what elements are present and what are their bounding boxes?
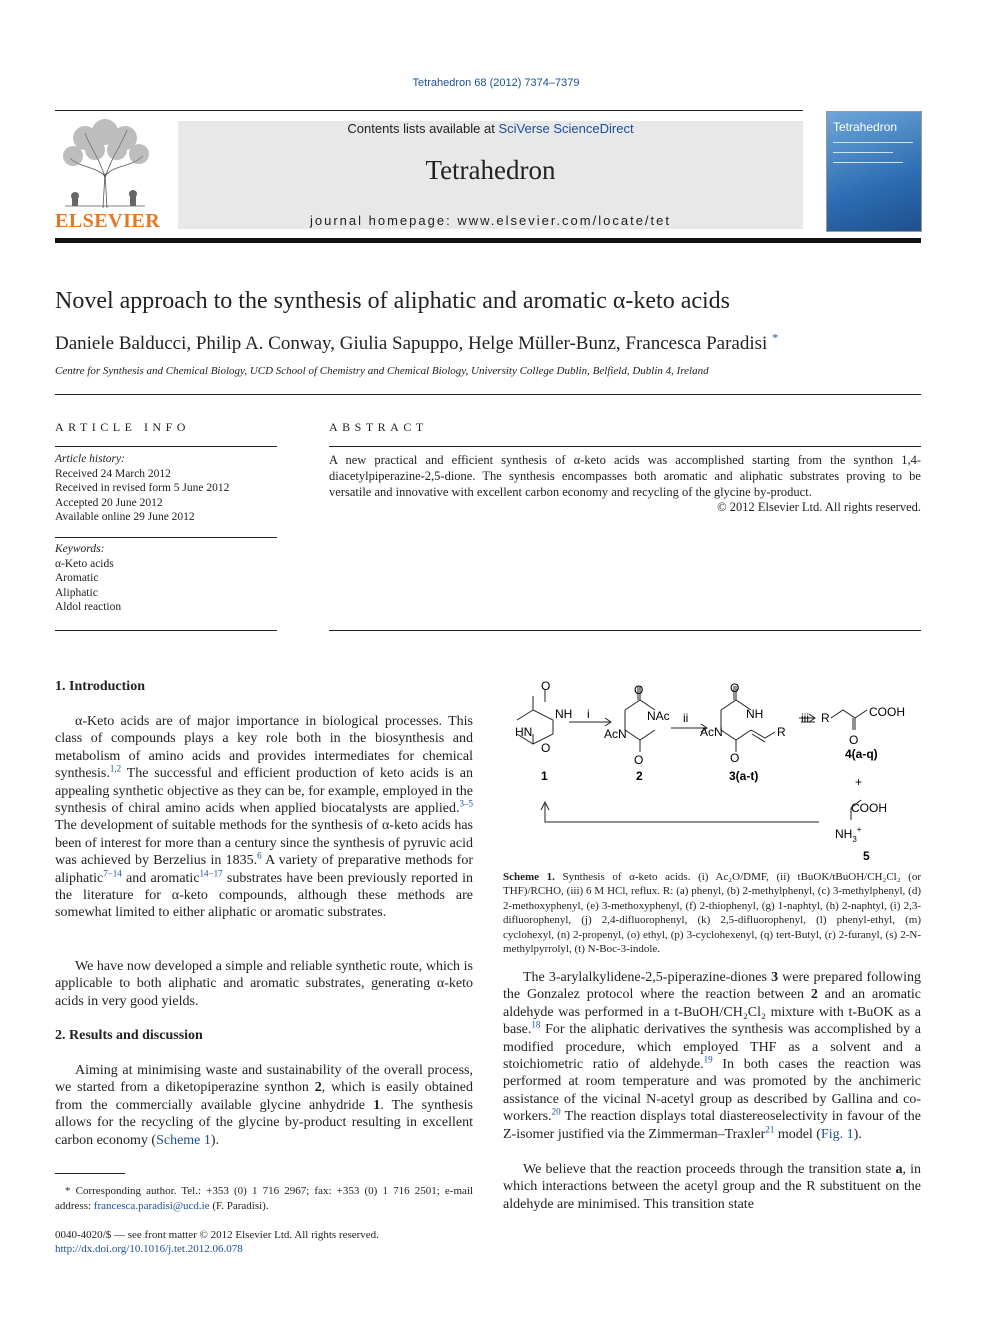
body-text: , in which interactions between the acetyl group and the R substituent on the aldehyde are minimised. This transition state <box>503 1162 922 1212</box>
atom-label: COOH <box>869 705 905 719</box>
atom-label: COOH <box>851 801 887 815</box>
body-text: In both cases the reaction was performed at room temperature and was promoted by the anchimeric assistance of the vicinal N-acetyl group as described by Gallina and co-workers. <box>503 1057 921 1125</box>
atom-label: AcN <box>604 727 627 741</box>
citation-link[interactable]: 21 <box>765 1124 775 1134</box>
citation-link[interactable]: 14−17 <box>199 868 223 878</box>
intro-text: The development of suitable methods for the synthesis of α-keto acids has been of interest for more than a century since the synthesis of pyruvic acid was achieved by Berzelius in 1835. <box>55 818 473 869</box>
abstract-text: A new practical and efficient synthesis of α-keto acids was accomplished starting from the synthon 1,4-diacetylpiperazine-2,5-dione. The synthesis encompasses both aromatic and aliphatic substrates proving to be versatile and innovative with excellent carbon economy and recycling of the glycine by-product. <box>329 453 921 499</box>
body-text: ). <box>853 1126 862 1142</box>
doi-link[interactable]: http://dx.doi.org/10.1016/j.tet.2012.06.078 <box>55 1243 243 1255</box>
intro-text: and aromatic <box>121 870 200 886</box>
body-text: model ( <box>774 1126 821 1142</box>
caption-text: Synthesis of α-keto acids. (i) Ac₂O/DMF, (ii) tBuOK/tBuOH/CH₂Cl₂ (or THF)/RCHO, (iii) 6 M HCl, reflux. R: (a) phenyl, (b) 2-methylphenyl, (c) 3-methylphenyl, (d) 2-methoxyphenyl, (e) 3-methoxyphenyl, (f) 2-thiophenyl, (g) 1-naphtyl, (h) 2-naphtyl, (i) 2,3-difluorophenyl, (j) 2,4-difluorophenyl, (k) 2,5-difluorophenyl, (l) phenyl-ethyl, (m) cyclohexyl, (n) 2-propenyl, (o) ethyl, (p) 3-cyclohexenyl, (q) tert-Butyl, (r) 2-furanyl, (s) 2-N-methylpyrrolyl, (t) N-Boc-3-indole. <box>503 871 922 956</box>
atom-label: AcN <box>700 725 723 739</box>
history-item: Available online 29 June 2012 <box>55 511 195 523</box>
corresponding-footnote <box>55 1184 473 1213</box>
keyword: α-Keto acids <box>55 557 114 570</box>
history-item: Accepted 20 June 2012 <box>55 496 163 509</box>
journal-title: Tetrahedron <box>425 155 556 185</box>
article-info-rule <box>55 446 277 447</box>
keywords <box>55 542 277 615</box>
compound-label-1: 1 <box>541 769 548 783</box>
atom-label: NH <box>746 707 764 721</box>
footnote-text: * Corresponding author. Tel.: +353 (0) 1 716 2967; fax: +353 (0) 1 716 2501; e-mail address: <box>55 1185 473 1212</box>
body-text: For the aliphatic derivatives the synthesis was accomplished by a modified procedure, which employed THF as a solvent and a stoichiometric ratio of aldehyde. <box>503 1022 921 1073</box>
scheme-1-caption <box>503 870 921 956</box>
compound-label-3: 3(a-t) <box>729 769 759 783</box>
atom-label: O <box>541 741 551 755</box>
header-top-rule <box>55 110 803 111</box>
atom-label: O <box>730 751 740 765</box>
intro-text: A variety of preparative methods for aliphatic <box>55 853 473 886</box>
abstract-bottom-rule <box>329 630 921 631</box>
citation-link[interactable]: 20 <box>551 1106 561 1117</box>
keyword: Aliphatic <box>55 586 98 599</box>
footnote-text: (F. Paradisi). <box>209 1199 269 1212</box>
nh3-subscript: 3 <box>852 835 857 844</box>
citation-link[interactable]: 7−14 <box>103 868 122 878</box>
right-paragraph-2 <box>503 1161 921 1213</box>
step-label-i: i <box>587 707 590 721</box>
history-item: Received 24 March 2012 <box>55 467 171 480</box>
citation-link[interactable]: 19 <box>703 1054 713 1065</box>
abstract-heading: ABSTRACT <box>329 420 428 434</box>
scheme-1-svg <box>503 672 921 872</box>
results-text: . The synthesis allows for the recycling of the glycine by-product resulting in excellent carbon economy ( <box>55 1097 473 1148</box>
caption-label: Scheme 1. <box>503 871 555 883</box>
scheme-1-link[interactable]: Scheme 1 <box>156 1132 211 1148</box>
atom-label: HN <box>515 725 533 739</box>
results-text: ). <box>210 1132 220 1148</box>
history-label: Article history: <box>55 453 125 465</box>
nh3-charge: + <box>856 825 862 834</box>
abstract-rule <box>329 446 921 447</box>
article-history <box>55 452 277 525</box>
right-paragraph-1 <box>503 969 921 1143</box>
title-bottom-rule <box>55 394 921 395</box>
citation-link[interactable]: 18 <box>531 1019 541 1030</box>
atom-label: NH <box>555 707 573 721</box>
keywords-rule <box>55 537 277 538</box>
atom-label: O <box>634 683 644 697</box>
journal-reference[interactable]: Tetrahedron 68 (2012) 7374–7379 <box>412 77 580 89</box>
compound-ref: 1 <box>373 1097 381 1113</box>
compound-ref: 3 <box>771 970 779 985</box>
ring-1-bond <box>533 700 553 744</box>
authors-text: Daniele Balducci, Philip A. Conway, Giulia Sapuppo, Helge Müller-Bunz, Francesca Paradisi <box>55 333 768 354</box>
sciencedirect-link[interactable]: SciVerse ScienceDirect <box>498 121 634 136</box>
affiliation: Centre for Synthesis and Chemical Biology, UCD School of Chemistry and Chemical Biology, University College Dublin, Belfield, Dublin 4, Ireland <box>55 365 709 377</box>
homepage-url-link[interactable]: www.elsevier.com/locate/tet <box>457 213 671 228</box>
intro-heading: 1. Introduction <box>55 679 145 694</box>
elsevier-wordmark: ELSEVIER <box>55 210 161 232</box>
footnote-rule <box>55 1173 125 1174</box>
journal-homepage <box>178 213 803 228</box>
contents-prefix: Contents lists available at <box>347 121 499 136</box>
atom-label: R <box>821 711 830 725</box>
intro-text: The successful and efficient production of keto acids is an appealing synthetic objective as they can be, for example, employed in the synthesis of chiral amino acids when applied biocatalysts are applied. <box>55 766 473 817</box>
keyword: Aromatic <box>55 572 99 584</box>
body-text: and an aromatic aldehyde was performed in a t-BuOH/CH₂Cl₂ mixture with t-BuOK as a base. <box>503 987 921 1038</box>
intro-paragraph-2: We have now developed a simple and reliable synthetic route, which is applicable to both aliphatic and aromatic substrates, generating α-keto acids in very good yields. <box>55 959 473 1009</box>
atom-label: O <box>634 753 644 767</box>
atom-label <box>835 825 862 844</box>
intro-text: α-Keto acids are of major importance in biological processes. This class of compounds plays a key role both in the biosynthesis and metabolism of amino acids and provides intermediates for chemical synthesis. <box>55 714 473 782</box>
email-link[interactable]: francesca.paradisi@ucd.ie <box>93 1199 210 1212</box>
author-list <box>55 330 779 355</box>
atom-label: R <box>777 725 786 739</box>
contents-line <box>178 121 803 136</box>
citation-link[interactable]: 1,2 <box>109 763 122 774</box>
compound-ref: 2 <box>810 987 818 1003</box>
step-label-ii: ii <box>683 711 689 725</box>
results-text: Aiming at minimising waste and sustainability of the overall process, we started from a diketopiperazine synthon <box>55 1063 473 1096</box>
intro-paragraph-1 <box>55 713 473 922</box>
atom-label: O <box>541 679 551 693</box>
atom-label: O <box>849 733 859 747</box>
history-item: Received in revised form 5 June 2012 <box>55 482 230 494</box>
body-text: The reaction displays total diastereoselectivity in favour of the Z-isomer justified via the Zimmerman–Traxler <box>503 1109 921 1142</box>
atom-label: NAc <box>647 709 670 723</box>
article-info-heading: ARTICLE INFO <box>55 420 190 434</box>
abstract-copyright: © 2012 Elsevier Ltd. All rights reserved. <box>717 500 921 514</box>
body-text: were prepared following the Gonzalez protocol where the reaction between <box>503 970 921 1003</box>
keyword: Aldol reaction <box>55 601 122 613</box>
step-label-iii: iii <box>801 711 809 725</box>
atom-label: O <box>730 681 740 695</box>
corresponding-author-mark[interactable]: * <box>772 330 779 345</box>
journal-cover-thumbnail[interactable] <box>826 111 922 232</box>
plus-sign: + <box>855 775 863 789</box>
scheme-1-figure <box>503 672 921 872</box>
header-bottom-rule <box>55 238 921 243</box>
cover-title: Tetrahedron <box>833 120 898 134</box>
figure-1-link[interactable]: Fig. 1 <box>820 1126 854 1142</box>
body-text: The 3-arylalkylidene-2,5-piperazine-diones <box>523 970 772 985</box>
elsevier-logo <box>55 118 155 210</box>
results-heading: 2. Results and discussion <box>55 1028 203 1043</box>
compound-ref: 2 <box>314 1080 322 1096</box>
compound-label-2: 2 <box>636 769 643 783</box>
issn-line: 0040-4020/$ — see front matter © 2012 Elsevier Ltd. All rights reserved. <box>55 1229 379 1241</box>
transition-state-ref: a <box>895 1162 903 1177</box>
results-paragraph-1 <box>55 1062 473 1149</box>
compound-label-4: 4(a-q) <box>845 747 878 761</box>
citation-link[interactable]: 3–5 <box>459 798 473 809</box>
elsevier-tree-icon <box>55 118 155 210</box>
intro-text: substrates have been previously reported in the literature for α-keto compounds, although these methods are somewhat limited to either aliphatic or aromatic substrates. <box>55 870 473 921</box>
homepage-prefix: journal homepage: <box>310 213 458 228</box>
compound-label-5: 5 <box>863 849 870 863</box>
citation-link[interactable]: 6 <box>257 850 262 861</box>
article-title: Novel approach to the synthesis of aliphatic and aromatic α-keto acids <box>55 288 731 314</box>
body-text: We believe that the reaction proceeds through the transition state <box>523 1162 896 1177</box>
article-info-bottom-rule <box>55 630 277 631</box>
nh3-text: NH <box>835 827 853 841</box>
keywords-label: Keywords: <box>55 543 105 555</box>
results-text: , which is easily obtained from the commercially available glycine anhydride <box>55 1080 473 1113</box>
